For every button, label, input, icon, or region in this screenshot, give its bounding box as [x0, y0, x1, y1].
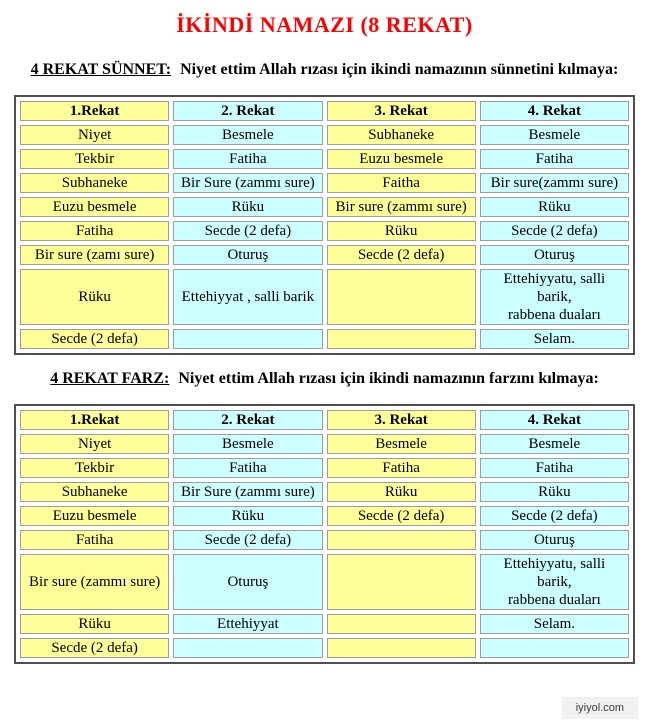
table-row	[20, 125, 629, 145]
table-row	[20, 434, 629, 454]
table-cell: Ettehiyyat , salli barik	[173, 269, 322, 325]
column-header: 1.Rekat	[20, 410, 169, 430]
table-cell: Rüku	[20, 614, 169, 634]
table-cell: Fatiha	[173, 458, 322, 478]
table-row	[20, 638, 629, 658]
table-cell: Euzu besmele	[327, 149, 476, 169]
column-header: 2. Rekat	[173, 101, 322, 121]
table-cell: Bir Sure (zammı sure)	[173, 482, 322, 502]
column-header: 3. Rekat	[327, 101, 476, 121]
table-cell	[327, 530, 476, 550]
table-cell: Fatiha	[327, 458, 476, 478]
table-cell: Rüku	[327, 482, 476, 502]
table-cell: Besmele	[173, 125, 322, 145]
watermark-text: iyiyol.com	[575, 702, 624, 714]
table-cell: Faitha	[327, 173, 476, 193]
table-cell: Secde (2 defa)	[327, 245, 476, 265]
table-row	[20, 530, 629, 550]
table-cell	[173, 329, 322, 349]
table-cell	[327, 554, 476, 610]
table-cell: Secde (2 defa)	[480, 506, 629, 526]
header-row	[20, 101, 629, 121]
table-cell: Oturuş	[173, 554, 322, 610]
table-cell	[327, 638, 476, 658]
table-cell: Subhaneke	[327, 125, 476, 145]
table-cell: Fatiha	[480, 458, 629, 478]
table-cell: Secde (2 defa)	[20, 329, 169, 349]
table-cell: Subhaneke	[20, 173, 169, 193]
section-sunnet	[0, 61, 649, 355]
table-cell: Tekbir	[20, 458, 169, 478]
table-row	[20, 221, 629, 241]
heading-farz-text: Niyet ettim Allah rızası için ikindi namazının farzını kılmaya:	[178, 370, 599, 387]
heading-sunnet-label: 4 REKAT SÜNNET:	[30, 61, 172, 78]
heading-farz-label: 4 REKAT FARZ:	[50, 370, 170, 387]
table-cell: Rüku	[327, 221, 476, 241]
table-cell: Bir sure (zamı sure)	[20, 245, 169, 265]
section-farz	[0, 370, 649, 664]
table-cell: Niyet	[20, 434, 169, 454]
table-cell: Oturuş	[480, 245, 629, 265]
table-cell: Fatiha	[173, 149, 322, 169]
table-row	[20, 458, 629, 478]
table-cell: Besmele	[327, 434, 476, 454]
table-cell: Rüku	[480, 197, 629, 217]
table-cell: Ettehiyyatu, salli barik, rabbena duaları	[480, 554, 629, 610]
table-cell	[327, 329, 476, 349]
column-header: 3. Rekat	[327, 410, 476, 430]
table-cell: Secde (2 defa)	[327, 506, 476, 526]
header-row	[20, 410, 629, 430]
table-row	[20, 329, 629, 349]
table-row	[20, 197, 629, 217]
prayer-table-sunnet	[14, 95, 635, 355]
table-cell: Niyet	[20, 125, 169, 145]
prayer-table-farz	[14, 404, 635, 664]
table-cell: Ettehiyyat	[173, 614, 322, 634]
table-cell: Ettehiyyatu, salli barik, rabbena duaları	[480, 269, 629, 325]
table-cell: Bir sure (zammı sure)	[327, 197, 476, 217]
table-cell: Besmele	[480, 125, 629, 145]
column-header: 4. Rekat	[480, 410, 629, 430]
table-cell: Rüku	[173, 506, 322, 526]
table-cell: Oturuş	[480, 530, 629, 550]
table-cell: Tekbir	[20, 149, 169, 169]
table-cell: Besmele	[480, 434, 629, 454]
table-cell: Secde (2 defa)	[173, 530, 322, 550]
table-cell: Fatiha	[480, 149, 629, 169]
table-cell: Fatiha	[20, 530, 169, 550]
table-cell: Secde (2 defa)	[20, 638, 169, 658]
watermark-badge	[562, 697, 638, 719]
table-cell: Fatiha	[20, 221, 169, 241]
table-cell: Secde (2 defa)	[173, 221, 322, 241]
table-cell: Rüku	[173, 197, 322, 217]
table-cell: Bir Sure (zammı sure)	[173, 173, 322, 193]
heading-sunnet	[8, 61, 641, 79]
page	[0, 12, 649, 714]
table-row	[20, 269, 629, 325]
table-cell	[173, 638, 322, 658]
table-cell: Oturuş	[173, 245, 322, 265]
page-title: İKİNDİ NAMAZI (8 REKAT)	[176, 12, 473, 37]
table-cell: Rüku	[480, 482, 629, 502]
table-row	[20, 614, 629, 634]
table-cell: Bir sure (zammı sure)	[20, 554, 169, 610]
table-cell: Selam.	[480, 329, 629, 349]
table-row	[20, 506, 629, 526]
table-cell: Bir sure(zammı sure)	[480, 173, 629, 193]
column-header: 4. Rekat	[480, 101, 629, 121]
table-cell	[327, 269, 476, 325]
table-cell: Rüku	[20, 269, 169, 325]
heading-farz	[8, 370, 641, 388]
table-cell	[480, 638, 629, 658]
table-cell: Besmele	[173, 434, 322, 454]
table-cell	[327, 614, 476, 634]
table-cell: Subhaneke	[20, 482, 169, 502]
table-cell: Selam.	[480, 614, 629, 634]
table-row	[20, 245, 629, 265]
table-row	[20, 173, 629, 193]
column-header: 1.Rekat	[20, 101, 169, 121]
table-cell: Secde (2 defa)	[480, 221, 629, 241]
table-row	[20, 149, 629, 169]
heading-sunnet-text: Niyet ettim Allah rızası için ikindi namazının sünnetini kılmaya:	[180, 61, 619, 78]
column-header: 2. Rekat	[173, 410, 322, 430]
table-row	[20, 482, 629, 502]
table-row	[20, 554, 629, 610]
table-cell: Euzu besmele	[20, 197, 169, 217]
table-cell: Euzu besmele	[20, 506, 169, 526]
